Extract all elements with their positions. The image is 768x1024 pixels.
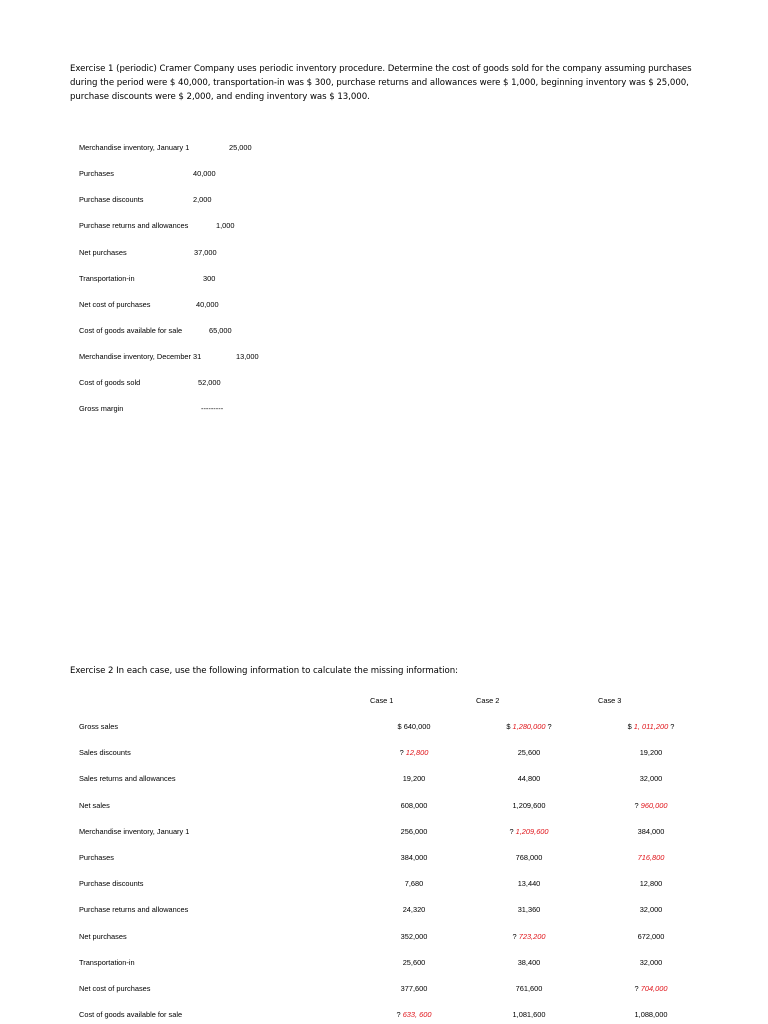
ex1-value: 25,000 <box>229 143 252 152</box>
ex1-value: 13,000 <box>236 352 259 361</box>
ex1-value: 40,000 <box>196 300 219 309</box>
answer-value: 633, 600 <box>402 1010 432 1020</box>
ex1-value: 2,000 <box>193 195 212 204</box>
row-label: Purchase discounts <box>79 879 144 889</box>
case1-cell: 256,000 <box>400 826 428 836</box>
row-label: Transportation-in <box>79 957 135 967</box>
case2-cell: 38,400 <box>517 957 541 967</box>
ex1-label: Gross margin <box>79 404 124 413</box>
exercise2-text: Exercise 2 In each case, use the following information to calculate the missing information: <box>70 666 458 676</box>
ex1-label: Transportation-in <box>79 274 135 283</box>
ex1-value: --------- <box>201 404 224 413</box>
case1-cell: 384,000 <box>400 853 428 862</box>
case1-cell: 24,320 <box>402 905 426 915</box>
table-row <box>79 905 699 915</box>
ex1-value: 300 <box>203 274 216 283</box>
row-label: Gross sales <box>79 722 119 731</box>
case1-cell: 19,200 <box>402 774 426 784</box>
row-label: Purchases <box>79 853 114 862</box>
ex1-label: Cost of goods sold <box>79 378 141 387</box>
case1-cell: 25,600 <box>402 957 426 967</box>
case3-cell: 384,000 <box>637 826 665 836</box>
case3-cell: 19,200 <box>639 748 663 758</box>
answer-value: 704,000 <box>640 984 668 993</box>
ex1-label: Merchandise inventory, December 31 <box>79 352 202 361</box>
row-label: Merchandise inventory, January 1 <box>79 826 190 836</box>
ex1-label: Net purchases <box>79 248 127 257</box>
case2-cell: 25,600 <box>517 748 541 758</box>
table-row <box>79 1010 699 1020</box>
ex1-label: Purchase returns and allowances <box>79 221 189 230</box>
case1-cell: ? 12,800 <box>399 748 429 758</box>
case1-header: Case 1 <box>370 696 394 705</box>
case1-cell: 608,000 <box>400 800 428 810</box>
case2-cell: 1,081,600 <box>512 1010 546 1020</box>
ex1-value: 40,000 <box>193 169 216 178</box>
case3-cell <box>596 853 706 862</box>
case3-cell: ? 704,000 <box>634 984 668 993</box>
ex1-label: Merchandise inventory, January 1 <box>79 143 190 152</box>
exercise1-text: Exercise 1 (periodic) Cramer Company uses periodic inventory procedure. Determine the cost of goods sold for the company assuming purchases during the period were $ 40,000, transportation-in was $ 300, purchase returns and allowances were $ 1,000, beginning inventory was $ 25,000, purchase discounts were $ 2,000, and ending inventory was $ 13,000. <box>70 64 692 102</box>
case2-cell: 1,209,600 <box>512 800 546 810</box>
case3-cell: $ 1, 011,200 ? <box>627 722 675 731</box>
ex1-value: 52,000 <box>198 378 221 387</box>
answer-value: 1,280,000 <box>512 722 546 731</box>
answer-value: 1,209,600 <box>515 826 549 836</box>
case3-cell: 32,000 <box>639 774 663 784</box>
row-label: Net purchases <box>79 931 127 941</box>
answer-value: 723,200 <box>518 931 546 941</box>
case1-cell: 352,000 <box>400 931 428 941</box>
case2-cell: 761,600 <box>515 984 543 993</box>
case1-cell: 7,680 <box>404 879 424 889</box>
row-label: Sales returns and allowances <box>79 774 176 784</box>
case2-cell: $ 1,280,000 ? <box>506 722 552 731</box>
table-row <box>79 879 699 889</box>
case3-cell: 32,000 <box>639 905 663 915</box>
row-label: Cost of goods available for sale <box>79 1010 183 1020</box>
ex1-value: 37,000 <box>194 248 217 257</box>
case2-cell: 44,800 <box>517 774 541 784</box>
row-label: Purchase returns and allowances <box>79 905 189 915</box>
case2-cell: 13,440 <box>517 879 541 889</box>
answer-value: 1, 011,200 <box>633 722 669 731</box>
case3-cell: 1,088,000 <box>634 1010 668 1020</box>
ex1-value: 1,000 <box>216 221 235 230</box>
table-row <box>79 932 699 942</box>
ex1-label: Cost of goods available for sale <box>79 326 183 335</box>
case2-cell: 768,000 <box>515 853 543 862</box>
case3-header: Case 3 <box>598 696 622 705</box>
case3-cell: 32,000 <box>639 957 663 967</box>
ex1-value: 65,000 <box>209 326 232 335</box>
case1-cell: 377,600 <box>400 984 428 993</box>
case2-header: Case 2 <box>476 696 500 705</box>
table-row <box>79 853 699 863</box>
answer-value: 12,800 <box>405 748 429 758</box>
case2-cell: ? 723,200 <box>512 931 546 941</box>
row-label: Sales discounts <box>79 748 131 758</box>
row-label: Net sales <box>79 800 110 810</box>
table-row <box>79 722 699 732</box>
row-label: Net cost of purchases <box>79 984 151 993</box>
table-row <box>79 801 699 811</box>
case2-cell: ? 1,209,600 <box>509 826 549 836</box>
ex1-label: Net cost of purchases <box>79 300 151 309</box>
case1-cell: $ 640,000 <box>397 722 431 731</box>
case3-cell: ? 960,000 <box>634 800 668 810</box>
table-row <box>79 827 699 837</box>
table-row <box>79 984 699 994</box>
table-row <box>79 748 699 758</box>
answer-value: 716,800 <box>637 853 665 862</box>
ex1-label: Purchase discounts <box>79 195 144 204</box>
ex1-label: Purchases <box>79 169 114 178</box>
case1-cell: ? 633, 600 <box>396 1010 432 1020</box>
case2-cell: 31,360 <box>517 905 541 915</box>
table-row <box>79 958 699 968</box>
case3-cell: 12,800 <box>639 879 663 889</box>
answer-value: 960,000 <box>640 800 668 810</box>
case3-cell: 672,000 <box>637 931 665 941</box>
table-row <box>79 774 699 784</box>
